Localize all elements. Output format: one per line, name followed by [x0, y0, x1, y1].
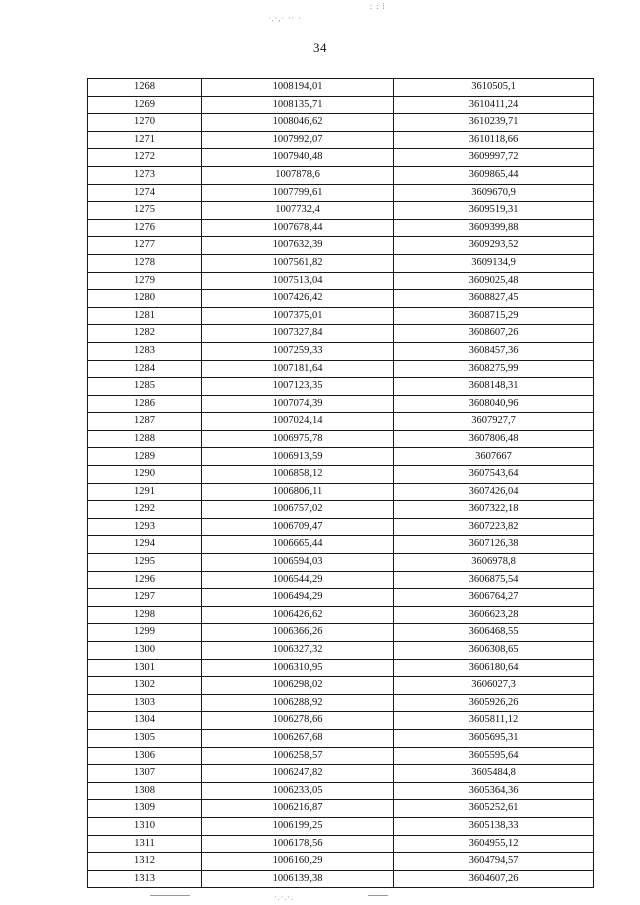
x-coordinate-cell: 1006913,59 [202, 448, 394, 466]
y-coordinate-cell: 3609670,9 [394, 184, 594, 202]
table-row [88, 554, 594, 572]
point-number-cell: 1306 [88, 747, 202, 765]
table-row [88, 518, 594, 536]
point-number-cell: 1293 [88, 518, 202, 536]
x-coordinate-cell: 1006160,29 [202, 853, 394, 871]
x-coordinate-cell: 1006288,92 [202, 694, 394, 712]
y-coordinate-cell: 3610118,66 [394, 131, 594, 149]
table-row [88, 114, 594, 132]
table-row [88, 272, 594, 290]
y-coordinate-cell: 3609399,88 [394, 219, 594, 237]
x-coordinate-cell: 1007327,84 [202, 325, 394, 343]
y-coordinate-cell: 3605252,61 [394, 800, 594, 818]
point-number-cell: 1285 [88, 378, 202, 396]
point-number-cell: 1310 [88, 817, 202, 835]
y-coordinate-cell: 3605484,8 [394, 765, 594, 783]
y-coordinate-cell: 3608457,36 [394, 342, 594, 360]
point-number-cell: 1282 [88, 325, 202, 343]
table-row [88, 360, 594, 378]
x-coordinate-cell: 1008046,62 [202, 114, 394, 132]
point-number-cell: 1304 [88, 712, 202, 730]
y-coordinate-cell: 3606764,27 [394, 589, 594, 607]
point-number-cell: 1273 [88, 166, 202, 184]
y-coordinate-cell: 3607543,64 [394, 466, 594, 484]
y-coordinate-cell: 3605595,64 [394, 747, 594, 765]
x-coordinate-cell: 1008135,71 [202, 96, 394, 114]
x-coordinate-cell: 1006199,25 [202, 817, 394, 835]
x-coordinate-cell: 1006709,47 [202, 518, 394, 536]
x-coordinate-cell: 1006494,29 [202, 589, 394, 607]
x-coordinate-cell: 1006426,62 [202, 606, 394, 624]
x-coordinate-cell: 1007123,35 [202, 378, 394, 396]
table-row [88, 659, 594, 677]
x-coordinate-cell: 1006544,29 [202, 571, 394, 589]
y-coordinate-cell: 3606180,64 [394, 659, 594, 677]
table-row [88, 219, 594, 237]
x-coordinate-cell: 1007678,44 [202, 219, 394, 237]
table-row [88, 254, 594, 272]
y-coordinate-cell: 3605695,31 [394, 729, 594, 747]
x-coordinate-cell: 1006806,11 [202, 483, 394, 501]
table-row [88, 800, 594, 818]
table-row [88, 413, 594, 431]
y-coordinate-cell: 3609134,9 [394, 254, 594, 272]
point-number-cell: 1271 [88, 131, 202, 149]
point-number-cell: 1269 [88, 96, 202, 114]
y-coordinate-cell: 3608715,29 [394, 307, 594, 325]
table-row [88, 430, 594, 448]
point-number-cell: 1308 [88, 782, 202, 800]
coordinates-table [87, 78, 594, 888]
table-row [88, 536, 594, 554]
y-coordinate-cell: 3607126,38 [394, 536, 594, 554]
coordinates-table-body [88, 79, 594, 888]
x-coordinate-cell: 1006258,57 [202, 747, 394, 765]
point-number-cell: 1303 [88, 694, 202, 712]
table-row [88, 817, 594, 835]
table-row [88, 96, 594, 114]
point-number-cell: 1277 [88, 237, 202, 255]
y-coordinate-cell: 3608148,31 [394, 378, 594, 396]
x-coordinate-cell: 1007878,6 [202, 166, 394, 184]
x-coordinate-cell: 1006975,78 [202, 430, 394, 448]
table-row [88, 853, 594, 871]
x-coordinate-cell: 1007732,4 [202, 202, 394, 220]
point-number-cell: 1287 [88, 413, 202, 431]
y-coordinate-cell: 3607667 [394, 448, 594, 466]
point-number-cell: 1274 [88, 184, 202, 202]
x-coordinate-cell: 1007259,33 [202, 342, 394, 360]
y-coordinate-cell: 3609865,44 [394, 166, 594, 184]
y-coordinate-cell: 3604794,57 [394, 853, 594, 871]
y-coordinate-cell: 3605138,33 [394, 817, 594, 835]
x-coordinate-cell: 1006247,82 [202, 765, 394, 783]
x-coordinate-cell: 1006594,03 [202, 554, 394, 572]
y-coordinate-cell: 3608827,45 [394, 290, 594, 308]
table-row [88, 589, 594, 607]
x-coordinate-cell: 1006298,02 [202, 677, 394, 695]
point-number-cell: 1289 [88, 448, 202, 466]
table-row [88, 466, 594, 484]
point-number-cell: 1270 [88, 114, 202, 132]
y-coordinate-cell: 3607806,48 [394, 430, 594, 448]
y-coordinate-cell: 3605811,12 [394, 712, 594, 730]
table-row [88, 237, 594, 255]
scan-speck: ·.·,· ·· ‧ [268, 14, 302, 23]
table-row [88, 782, 594, 800]
table-row [88, 448, 594, 466]
table-row [88, 307, 594, 325]
x-coordinate-cell: 1006139,38 [202, 870, 394, 888]
table-row [88, 325, 594, 343]
x-coordinate-cell: 1006665,44 [202, 536, 394, 554]
table-row [88, 606, 594, 624]
point-number-cell: 1313 [88, 870, 202, 888]
y-coordinate-cell: 3606978,8 [394, 554, 594, 572]
y-coordinate-cell: 3606308,65 [394, 642, 594, 660]
y-coordinate-cell: 3604955,12 [394, 835, 594, 853]
x-coordinate-cell: 1007561,82 [202, 254, 394, 272]
y-coordinate-cell: 3607322,18 [394, 501, 594, 519]
y-coordinate-cell: 3607426,04 [394, 483, 594, 501]
scan-mark [368, 895, 388, 896]
point-number-cell: 1301 [88, 659, 202, 677]
y-coordinate-cell: 3609293,52 [394, 237, 594, 255]
x-coordinate-cell: 1006366,26 [202, 624, 394, 642]
y-coordinate-cell: 3609025,48 [394, 272, 594, 290]
table-row [88, 149, 594, 167]
table-row [88, 483, 594, 501]
x-coordinate-cell: 1006278,66 [202, 712, 394, 730]
y-coordinate-cell: 3605364,36 [394, 782, 594, 800]
x-coordinate-cell: 1007074,39 [202, 395, 394, 413]
x-coordinate-cell: 1007181,64 [202, 360, 394, 378]
point-number-cell: 1299 [88, 624, 202, 642]
table-row [88, 835, 594, 853]
point-number-cell: 1311 [88, 835, 202, 853]
table-row [88, 729, 594, 747]
y-coordinate-cell: 3606623,28 [394, 606, 594, 624]
x-coordinate-cell: 1006267,68 [202, 729, 394, 747]
table-row [88, 712, 594, 730]
table-row [88, 378, 594, 396]
table-row [88, 79, 594, 97]
x-coordinate-cell: 1006757,02 [202, 501, 394, 519]
x-coordinate-cell: 1007992,07 [202, 131, 394, 149]
scan-speck: ·.·.·. [274, 893, 294, 902]
x-coordinate-cell: 1007799,61 [202, 184, 394, 202]
point-number-cell: 1309 [88, 800, 202, 818]
x-coordinate-cell: 1007426,42 [202, 290, 394, 308]
y-coordinate-cell: 3608607,26 [394, 325, 594, 343]
y-coordinate-cell: 3610239,71 [394, 114, 594, 132]
point-number-cell: 1302 [88, 677, 202, 695]
x-coordinate-cell: 1007375,01 [202, 307, 394, 325]
table-row [88, 166, 594, 184]
y-coordinate-cell: 3606875,54 [394, 571, 594, 589]
y-coordinate-cell: 3607223,82 [394, 518, 594, 536]
y-coordinate-cell: 3609519,31 [394, 202, 594, 220]
point-number-cell: 1290 [88, 466, 202, 484]
table-row [88, 571, 594, 589]
y-coordinate-cell: 3609997,72 [394, 149, 594, 167]
point-number-cell: 1295 [88, 554, 202, 572]
y-coordinate-cell: 3606468,55 [394, 624, 594, 642]
page-number: 34 [313, 40, 327, 55]
scan-speck: : : ⁞ [370, 2, 386, 11]
point-number-cell: 1283 [88, 342, 202, 360]
x-coordinate-cell: 1007940,48 [202, 149, 394, 167]
point-number-cell: 1305 [88, 729, 202, 747]
y-coordinate-cell: 3607927,7 [394, 413, 594, 431]
y-coordinate-cell: 3610411,24 [394, 96, 594, 114]
x-coordinate-cell: 1007513,04 [202, 272, 394, 290]
point-number-cell: 1272 [88, 149, 202, 167]
point-number-cell: 1275 [88, 202, 202, 220]
point-number-cell: 1279 [88, 272, 202, 290]
point-number-cell: 1286 [88, 395, 202, 413]
table-row [88, 202, 594, 220]
table-row [88, 870, 594, 888]
x-coordinate-cell: 1006858,12 [202, 466, 394, 484]
point-number-cell: 1298 [88, 606, 202, 624]
y-coordinate-cell: 3608275,99 [394, 360, 594, 378]
point-number-cell: 1312 [88, 853, 202, 871]
point-number-cell: 1288 [88, 430, 202, 448]
point-number-cell: 1297 [88, 589, 202, 607]
table-row [88, 694, 594, 712]
x-coordinate-cell: 1006327,32 [202, 642, 394, 660]
x-coordinate-cell: 1006216,87 [202, 800, 394, 818]
point-number-cell: 1278 [88, 254, 202, 272]
y-coordinate-cell: 3608040,96 [394, 395, 594, 413]
table-row [88, 765, 594, 783]
x-coordinate-cell: 1008194,01 [202, 79, 394, 97]
point-number-cell: 1268 [88, 79, 202, 97]
scan-mark [150, 895, 190, 896]
x-coordinate-cell: 1007024,14 [202, 413, 394, 431]
point-number-cell: 1296 [88, 571, 202, 589]
table-row [88, 395, 594, 413]
point-number-cell: 1291 [88, 483, 202, 501]
x-coordinate-cell: 1006178,56 [202, 835, 394, 853]
table-row [88, 624, 594, 642]
table-row [88, 184, 594, 202]
x-coordinate-cell: 1006233,05 [202, 782, 394, 800]
table-row [88, 501, 594, 519]
x-coordinate-cell: 1007632,39 [202, 237, 394, 255]
point-number-cell: 1284 [88, 360, 202, 378]
table-row [88, 342, 594, 360]
point-number-cell: 1307 [88, 765, 202, 783]
table-row [88, 747, 594, 765]
table-row [88, 290, 594, 308]
table-row [88, 642, 594, 660]
y-coordinate-cell: 3605926,26 [394, 694, 594, 712]
x-coordinate-cell: 1006310,95 [202, 659, 394, 677]
point-number-cell: 1300 [88, 642, 202, 660]
point-number-cell: 1292 [88, 501, 202, 519]
point-number-cell: 1280 [88, 290, 202, 308]
point-number-cell: 1276 [88, 219, 202, 237]
point-number-cell: 1281 [88, 307, 202, 325]
y-coordinate-cell: 3604607,26 [394, 870, 594, 888]
point-number-cell: 1294 [88, 536, 202, 554]
y-coordinate-cell: 3606027,3 [394, 677, 594, 695]
table-row [88, 131, 594, 149]
y-coordinate-cell: 3610505,1 [394, 79, 594, 97]
table-row [88, 677, 594, 695]
